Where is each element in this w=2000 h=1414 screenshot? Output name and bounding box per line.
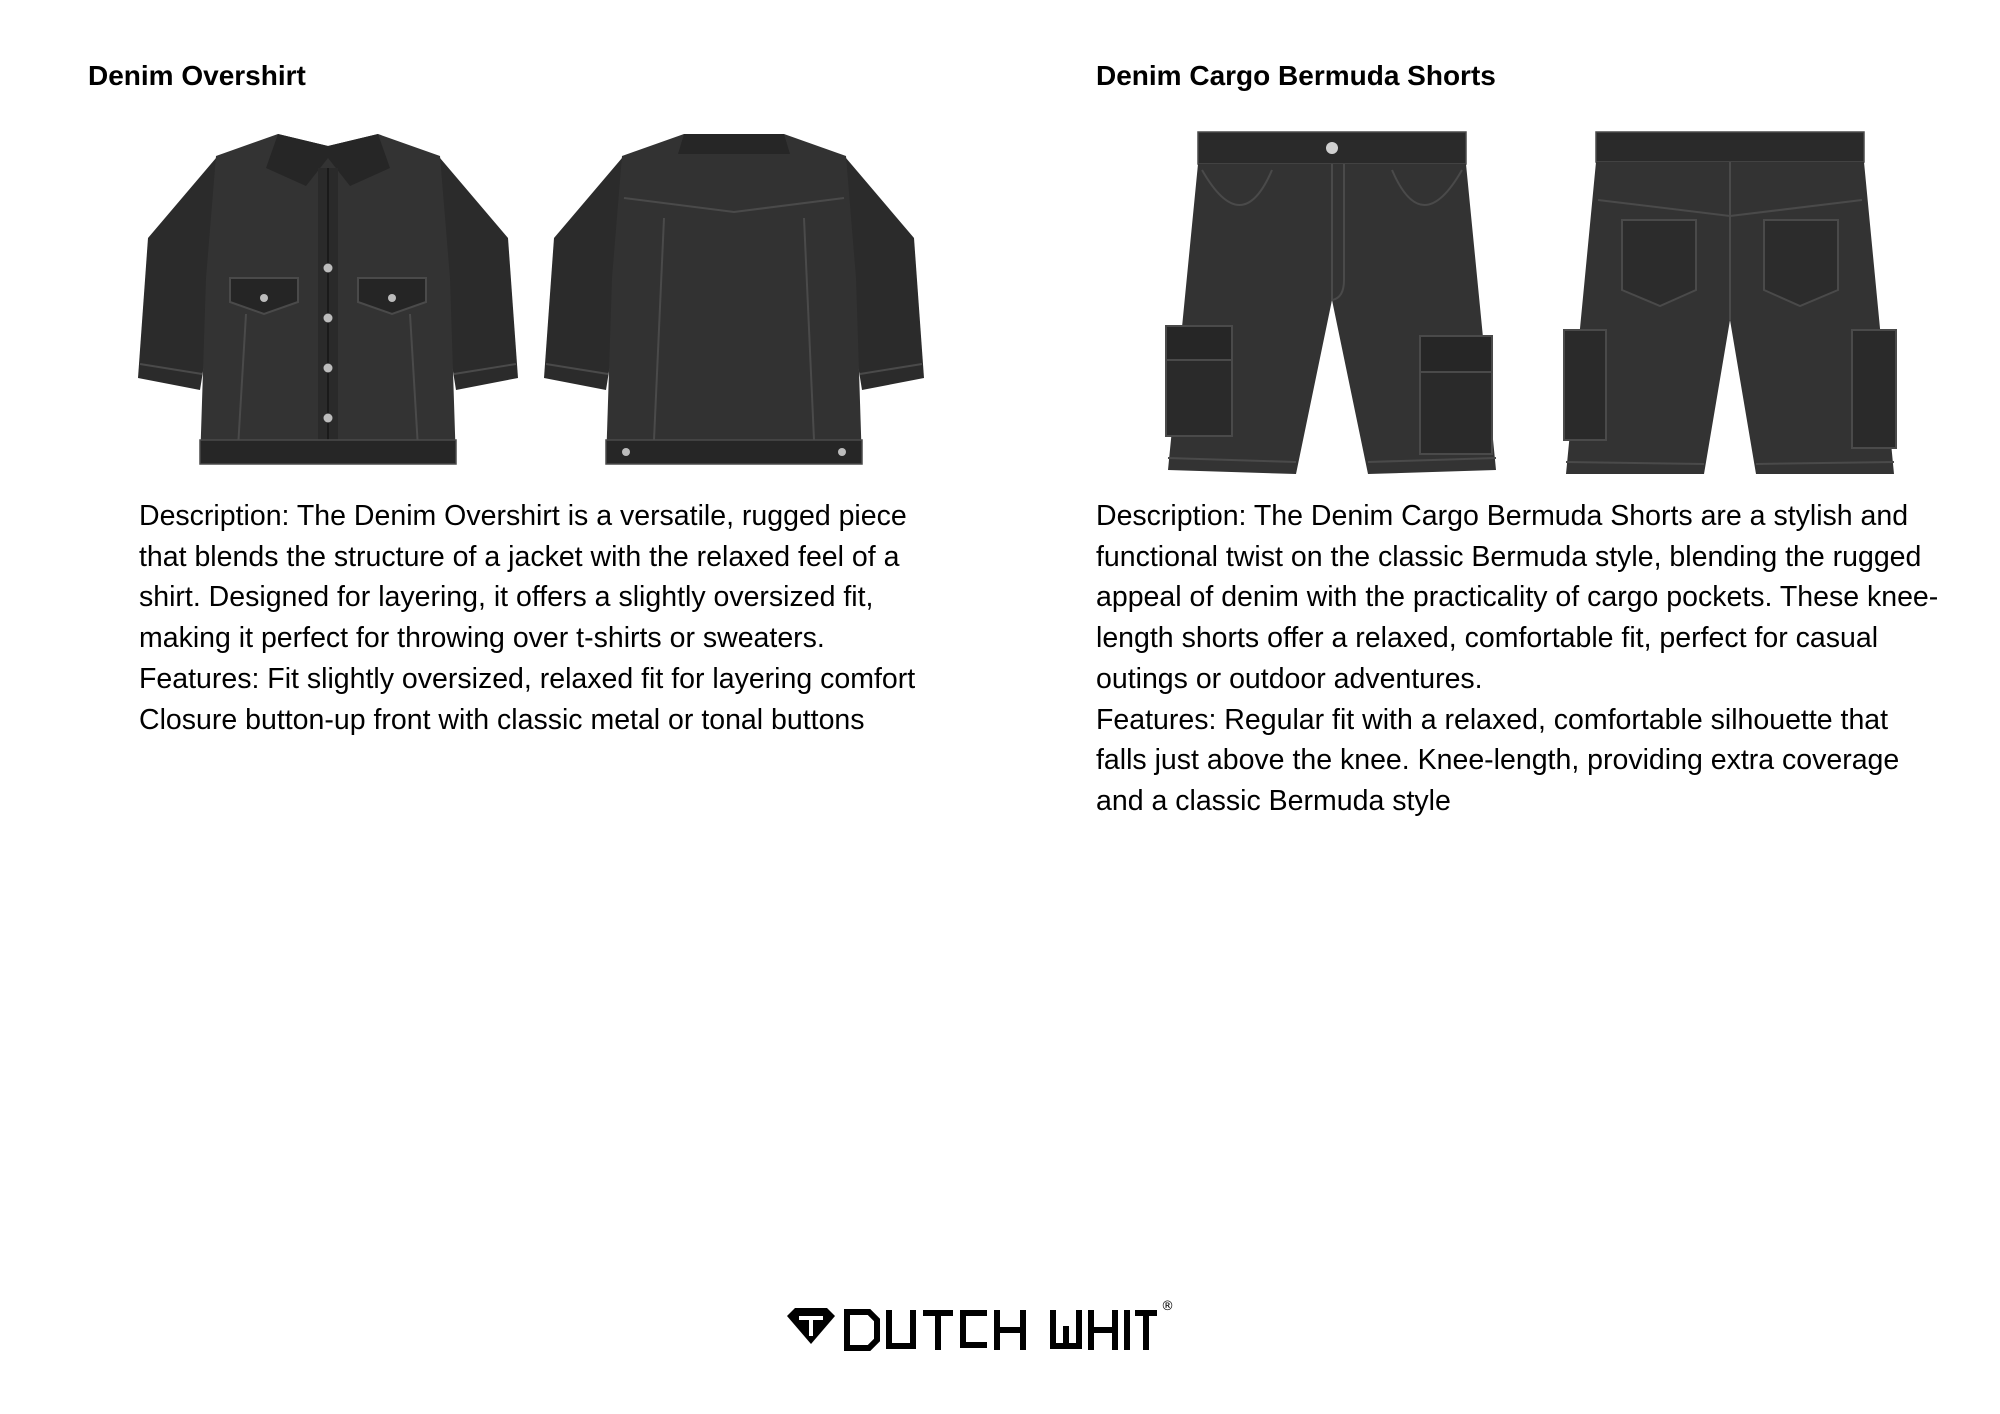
- shorts-front-image: [1162, 130, 1502, 480]
- product-title: Denim Overshirt: [88, 60, 306, 91]
- features-line: Features: Regular fit with a relaxed, comfortable silhouette that: [1096, 703, 1889, 736]
- shorts-back-image: [1560, 130, 1900, 480]
- product-description: [139, 496, 939, 740]
- product-description: [1096, 496, 1966, 822]
- description-line: outings or outdoor adventures.: [1096, 662, 1483, 695]
- product-title: Denim Cargo Bermuda Shorts: [1096, 60, 1496, 91]
- features-line: and a classic Bermuda style: [1096, 784, 1451, 817]
- description-line: that blends the structure of a jacket with the relaxed feel of a: [139, 540, 900, 573]
- description-line: functional twist on the classic Bermuda style, blending the rugged: [1096, 540, 1922, 573]
- features-line: Features: Fit slightly oversized, relaxed fit for layering comfort: [139, 662, 916, 695]
- overshirt-front-image: [138, 128, 518, 480]
- description-line: length shorts offer a relaxed, comfortable fit, perfect for casual: [1096, 622, 1879, 655]
- description-line: making it perfect for throwing over t-shirts or sweaters.: [139, 622, 825, 655]
- description-line: Description: The Denim Cargo Bermuda Shorts are a stylish and: [1096, 500, 1909, 532]
- dutch-white-logo: [785, 1300, 1185, 1360]
- features-line: falls just above the knee. Knee-length, providing extra coverage: [1096, 744, 1900, 777]
- description-line: appeal of denim with the practicality of cargo pockets. These knee-: [1096, 581, 1939, 614]
- registered-mark: ®: [1161, 1300, 1174, 1314]
- features-line: Closure button-up front with classic metal or tonal buttons: [139, 703, 865, 736]
- overshirt-back-image: [544, 128, 924, 480]
- description-line: Description: The Denim Overshirt is a versatile, rugged piece: [139, 500, 907, 532]
- description-line: shirt. Designed for layering, it offers a slightly oversized fit,: [139, 581, 874, 614]
